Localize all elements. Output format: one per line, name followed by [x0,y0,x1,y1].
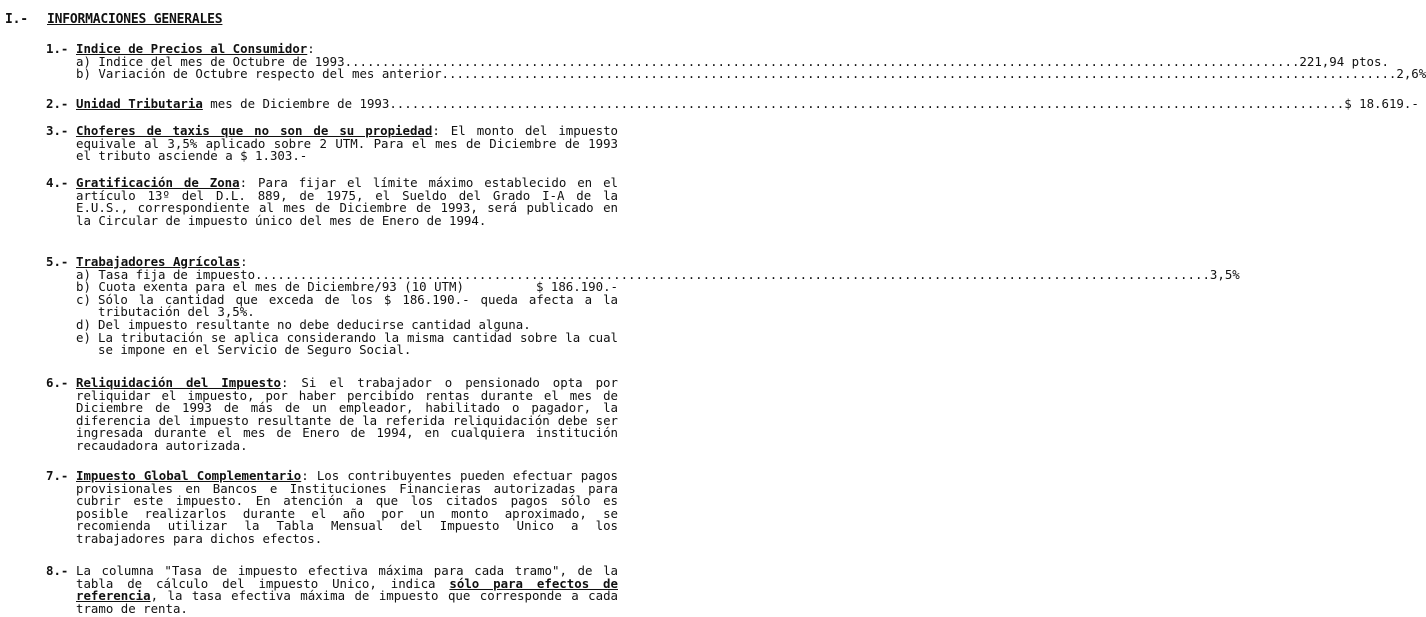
cpi-variation-value: 2,6% [1396,66,1426,82]
section-number: I.- [5,12,28,27]
tax-unit-line [76,96,1419,111]
item-number: 3.- [46,123,69,138]
item-title: Trabajadores Agrícolas [76,254,241,269]
item-number: 4.- [46,175,69,190]
leader-dots: ................................................................................................................................ [255,266,1210,282]
sub-item-c [76,291,618,320]
cpi-variation-line [76,66,1426,82]
leader-dots: ................................................................................................................................ [344,53,1300,69]
item-text: : Para fijar el límite máximo establecido en el artículo 13º del D.L. 889, de 1975, el Sueldo del Grado I-A de la E.U.S., correspondiente al mes de Diciembre de 1993, será publicado en la Circular de impuesto único del mes de Enero de 1994. [76,175,618,228]
item-7 [46,470,618,546]
item-3 [46,125,618,163]
item-number: 5.- [46,254,69,269]
item-title: Gratificación de Zona [76,175,240,190]
emphasis-text: sólo para efectos de referencia [76,575,618,604]
cpi-variation-label: b) Variación de Octubre respecto del mes anterior [76,66,442,82]
item-text: : El monto del impuesto equivale al 3,5% aplicado sobre 2 UTM. Para el mes de Diciembre de 1993 el tributo asciende a $ 1.303.- [76,123,618,164]
exempt-quota-label: b) Cuota exenta para el mes de Diciembre/93 (10 UTM) [76,279,464,295]
item-text-end: , la tasa efectiva máxima de impuesto que corresponde a cada tramo de renta. [76,588,618,616]
sub-item-text: La tributación se aplica considerando la misma cantidad sobre la cual se impone en el Servicio de Seguro Social. [98,329,618,358]
sub-item-e [76,329,618,358]
item-title: Choferes de taxis que no son de su propiedad [76,123,433,138]
section-title: INFORMACIONES GENERALES [47,12,223,27]
sub-item-marker: e) [76,329,91,345]
item-number: 1.- [46,41,69,56]
item-number: 7.- [46,468,69,483]
section-header [5,12,222,27]
sub-item-marker: d) [76,316,91,332]
item-number: 2.- [46,96,69,111]
item-title: Reliquidación del Impuesto [76,375,281,390]
leader-dots: ................................................................................................................................ [441,66,1397,82]
tax-unit-label: mes de Diciembre de 1993 [210,96,390,111]
sub-item-text: Sólo la cantidad que exceda de los $ 186.190.- queda afecta a la tributación del 3,5%. [98,291,618,320]
exempt-quota-value: $ 186.190.- [535,279,618,295]
item-title: Impuesto Global Complementario [76,468,302,483]
tax-unit-value: $ 18.619.- [1344,96,1419,111]
item-6 [46,377,618,453]
item-2 [46,96,1419,111]
item-text: La columna "Tasa de impuesto efectiva máxima para cada tramo", de la tabla de cálculo del impuesto Unico, indica [76,563,618,591]
item-title: Unidad Tributaria [76,96,203,111]
item-1: 1.- Indice de Precios al Consumidor: a) Indice del mes de Octubre de 1993 ................................................................................................................................ 221,94 ptos. b) Variación de Octubre respecto del mes anterior ................................................................................................................................ 2,6% [46,41,1426,82]
cpi-index-value: 221,94 ptos. [1299,53,1389,69]
cpi-index-label: a) Indice del mes de Octubre de 1993 [76,53,345,69]
item-title: Indice de Precios al Consumidor [76,41,308,56]
fixed-rate-value: 3,5% [1209,266,1240,282]
item-text: : Los contribuyentes pueden efectuar pagos provisionales en Bancos e Instituciones Financieras autorizadas para cubrir este impuesto. En atención a que los citados pagos sólo es posible realizarlos durante el año por un monto aproximado, se recomienda utilizar la Tabla Mensual del Impuesto Unico a los trabajadores para dichos efectos. [76,468,619,546]
item-number: 6.- [46,375,69,390]
fixed-rate-label: a) Tasa fija de impuesto [76,266,256,282]
item-text: : Si el trabajador o pensionado opta por reliquidar el impuesto, por haber percibido rentas durante el mes de Diciembre de 1993 de más de un empleador, habilitado o pagador, la diferencia del impuesto resultante de la referida reliquidación debe ser ingresada durante el mes de Enero de 1994, en cualquiera institución recaudadora autorizada. [76,375,618,453]
leader-dots: ................................................................................................................................ [389,96,1345,111]
sub-item-marker: c) [76,291,91,307]
item-8 [46,565,618,615]
item-5: 5.- Trabajadores Agrícolas: a) Tasa fija de impuesto ................................................................................................................................ 3,5% b) Cuota exenta para el mes de Diciembre/93 (10 UTM) $ 186.190.- c) Sólo la cantidad que exceda de los $ 186.190.- queda afecta a la tributación del 3,5%. d) Del impuesto resultante no debe deducirse cantidad alguna. e) La tributación se aplica considerando la misma cantidad sobre la cual se impone en el Servicio de Seguro Social. [46,254,1240,358]
item-number: 8.- [46,563,69,578]
item-4 [46,177,618,227]
sub-item-text: Del impuesto resultante no debe deducirse cantidad alguna. [98,316,531,332]
